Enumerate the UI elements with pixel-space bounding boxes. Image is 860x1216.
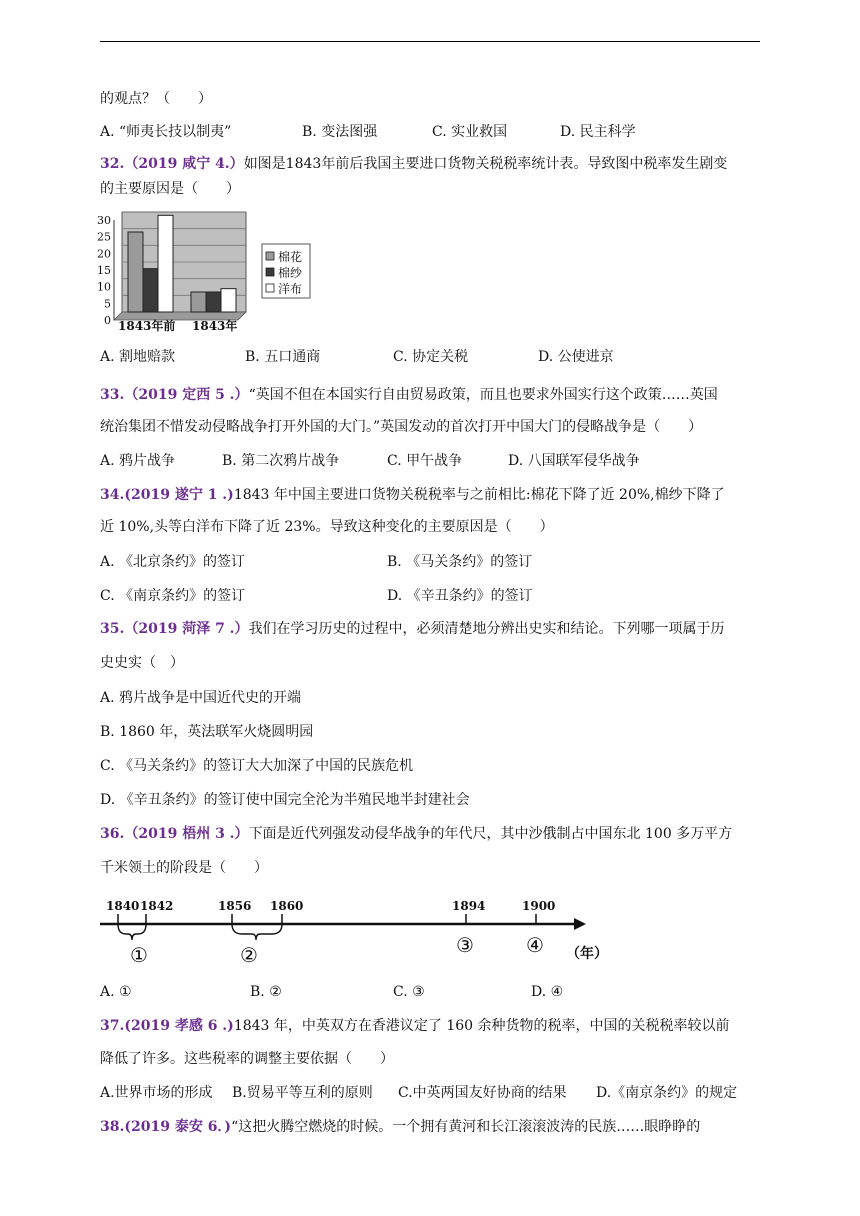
q38-number: 38.(2019 泰安 6．) (100, 1119, 232, 1135)
bar (221, 289, 236, 312)
q36-stem-line1 (100, 824, 732, 844)
brace-stage-2 (232, 924, 282, 940)
brace-stage-1 (118, 924, 146, 940)
legend-swatch (266, 268, 274, 276)
q35-number: 35.（2019 菏泽 7 .） (100, 621, 249, 637)
q33-stem1: “英国不但在本国实行自由贸易政策，而且也要求外国实行这个政策……英国 (248, 387, 718, 403)
x-tick-label: 1843年前 (118, 319, 176, 333)
timeline-unit: （年） (566, 946, 608, 962)
q32-stem-line1 (100, 154, 727, 174)
q38-stem1: “这把火腾空燃烧的时候。一个拥有黄河和长江滚滚波涛的民族……眼睁睁的 (231, 1119, 701, 1135)
q37-option-d: D.《南京条约》的规定 (596, 1085, 738, 1101)
q34-option-b: B. 《马关条约》的签订 (387, 554, 533, 570)
q36-stem1: 下面是近代列强发动侵华战争的年代尺，其中沙俄制占中国东北 100 多万平方 (248, 826, 733, 842)
bar (191, 292, 206, 312)
tariff-bar-chart (96, 208, 316, 340)
y-tick-label: 10 (97, 280, 111, 294)
q36-option-b: B. ② (250, 984, 282, 1000)
header-rule (100, 41, 760, 42)
y-tick-label: 0 (104, 314, 111, 327)
y-tick-label: 15 (97, 264, 111, 277)
legend-swatch (266, 252, 274, 260)
q36-option-c: C. ③ (393, 984, 425, 1000)
war-timeline (96, 888, 636, 974)
q35-stem-line1 (100, 619, 725, 639)
y-tick-label: 5 (104, 297, 111, 311)
q37-option-a: A.世界市场的形成 (100, 1085, 213, 1101)
legend-label: 棉纱 (278, 266, 303, 280)
bar (158, 215, 173, 312)
timeline-year-1840: 1840 (106, 899, 140, 913)
legend-swatch (266, 284, 274, 292)
q34-stem-line1 (100, 485, 725, 505)
q35-stem-line2: 史史实（ ） (100, 655, 184, 671)
q31-option-c: C. 实业救国 (432, 124, 508, 140)
q35-option-d: D. 《辛丑条约》的签订使中国完全沦为半殖民地半封建社会 (100, 792, 470, 808)
q32-option-a: A. 割地赔款 (100, 349, 176, 365)
q37-number: 37.(2019 孝感 6 .) (100, 1018, 234, 1034)
q35-stem1: 我们在学习历史的过程中，必须清楚地分辨出史实和结论。下列哪一项属于历 (248, 621, 725, 637)
q32-option-c: C. 协定关税 (393, 349, 469, 365)
timeline-arrow-icon (574, 918, 586, 930)
y-tick-label: 25 (97, 230, 111, 244)
legend-label: 棉花 (278, 250, 303, 264)
q36-stem-line2: 千米领土的阶段是（ ） (100, 860, 268, 876)
timeline-year-1842: 1842 (140, 899, 174, 913)
q36-option-a: A. ① (100, 984, 132, 1000)
q33-option-c: C. 甲午战争 (387, 453, 463, 469)
stage-4-label: ④ (526, 933, 544, 957)
q33-option-d: D. 八国联军侵华战争 (508, 453, 640, 469)
q34-stem1: 1843 年中国主要进口货物关税税率与之前相比:棉花下降了近 20%,棉纱下降了 (233, 487, 725, 503)
bar (143, 269, 158, 312)
q32-number: 32.（2019 咸宁 4.） (100, 156, 244, 172)
y-tick-label: 20 (97, 247, 111, 261)
timeline-year-1900: 1900 (522, 899, 556, 913)
q35-option-c: C. 《马关条约》的签订大大加深了中国的民族危机 (100, 758, 414, 774)
q31-option-b: B. 变法图强 (302, 124, 378, 140)
q35-option-a: A. 鸦片战争是中国近代史的开端 (100, 690, 302, 706)
q33-number: 33.（2019 定西 5 .） (100, 387, 249, 403)
q36-option-d: D. ④ (531, 984, 564, 1000)
stage-1-label: ① (130, 943, 148, 967)
q36-number: 36.（2019 梧州 3 .） (100, 826, 249, 842)
timeline-year-1894: 1894 (452, 899, 486, 913)
q32-option-b: B. 五口通商 (245, 349, 321, 365)
q34-option-c: C. 《南京条约》的签订 (100, 588, 246, 604)
q38-stem-line1 (100, 1117, 700, 1137)
bar (206, 292, 221, 312)
q33-stem-line2: 统治集团不惜发动侵略战争打开外国的大门。”英国发动的首次打开中国大门的侵略战争是（ ） (100, 419, 703, 435)
q37-stem-line1 (100, 1016, 730, 1036)
q32-stem1: 如图是1843年前后我国主要进口货物关税税率统计表。导致图中税率发生剧变 (243, 156, 728, 172)
q34-option-d: D. 《辛丑条约》的签订 (387, 588, 533, 604)
bar (128, 232, 143, 312)
q31-stem-tail: 的观点？（ ） (100, 91, 212, 107)
q35-option-b: B. 1860 年，英法联军火烧圆明园 (100, 724, 314, 740)
x-tick-label: 1843年 (192, 319, 238, 333)
q34-stem-line2: 近 10%,头等白洋布下降了近 23%。导致这种变化的主要原因是（ ） (100, 519, 554, 535)
q33-stem-line1 (100, 385, 718, 405)
timeline-year-1856: 1856 (218, 899, 252, 913)
q37-option-c: C.中英两国友好协商的结果 (398, 1085, 567, 1101)
q31-option-a: A. “师夷长技以制夷” (100, 124, 232, 140)
stage-3-label: ③ (456, 933, 474, 957)
q37-stem1: 1843 年，中英双方在香港议定了 160 余种货物的税率，中国的关税税率较以前 (233, 1018, 730, 1034)
q33-option-b: B. 第二次鸦片战争 (222, 453, 340, 469)
q32-stem-line2: 的主要原因是（ ） (100, 181, 240, 197)
legend-label: 洋布 (278, 282, 303, 296)
q34-number: 34.(2019 遂宁 1 .) (100, 487, 234, 503)
q31-option-d: D. 民主科学 (560, 124, 636, 140)
q32-option-d: D. 公使进京 (538, 349, 614, 365)
q33-option-a: A. 鸦片战争 (100, 453, 176, 469)
timeline-year-1860: 1860 (270, 899, 304, 913)
stage-2-label: ② (240, 943, 258, 967)
q34-option-a: A. 《北京条约》的签订 (100, 554, 246, 570)
y-tick-label: 30 (97, 214, 111, 227)
q37-option-b: B.贸易平等互利的原则 (232, 1085, 373, 1101)
q37-stem-line2: 降低了许多。这些税率的调整主要依据（ ） (100, 1051, 394, 1067)
